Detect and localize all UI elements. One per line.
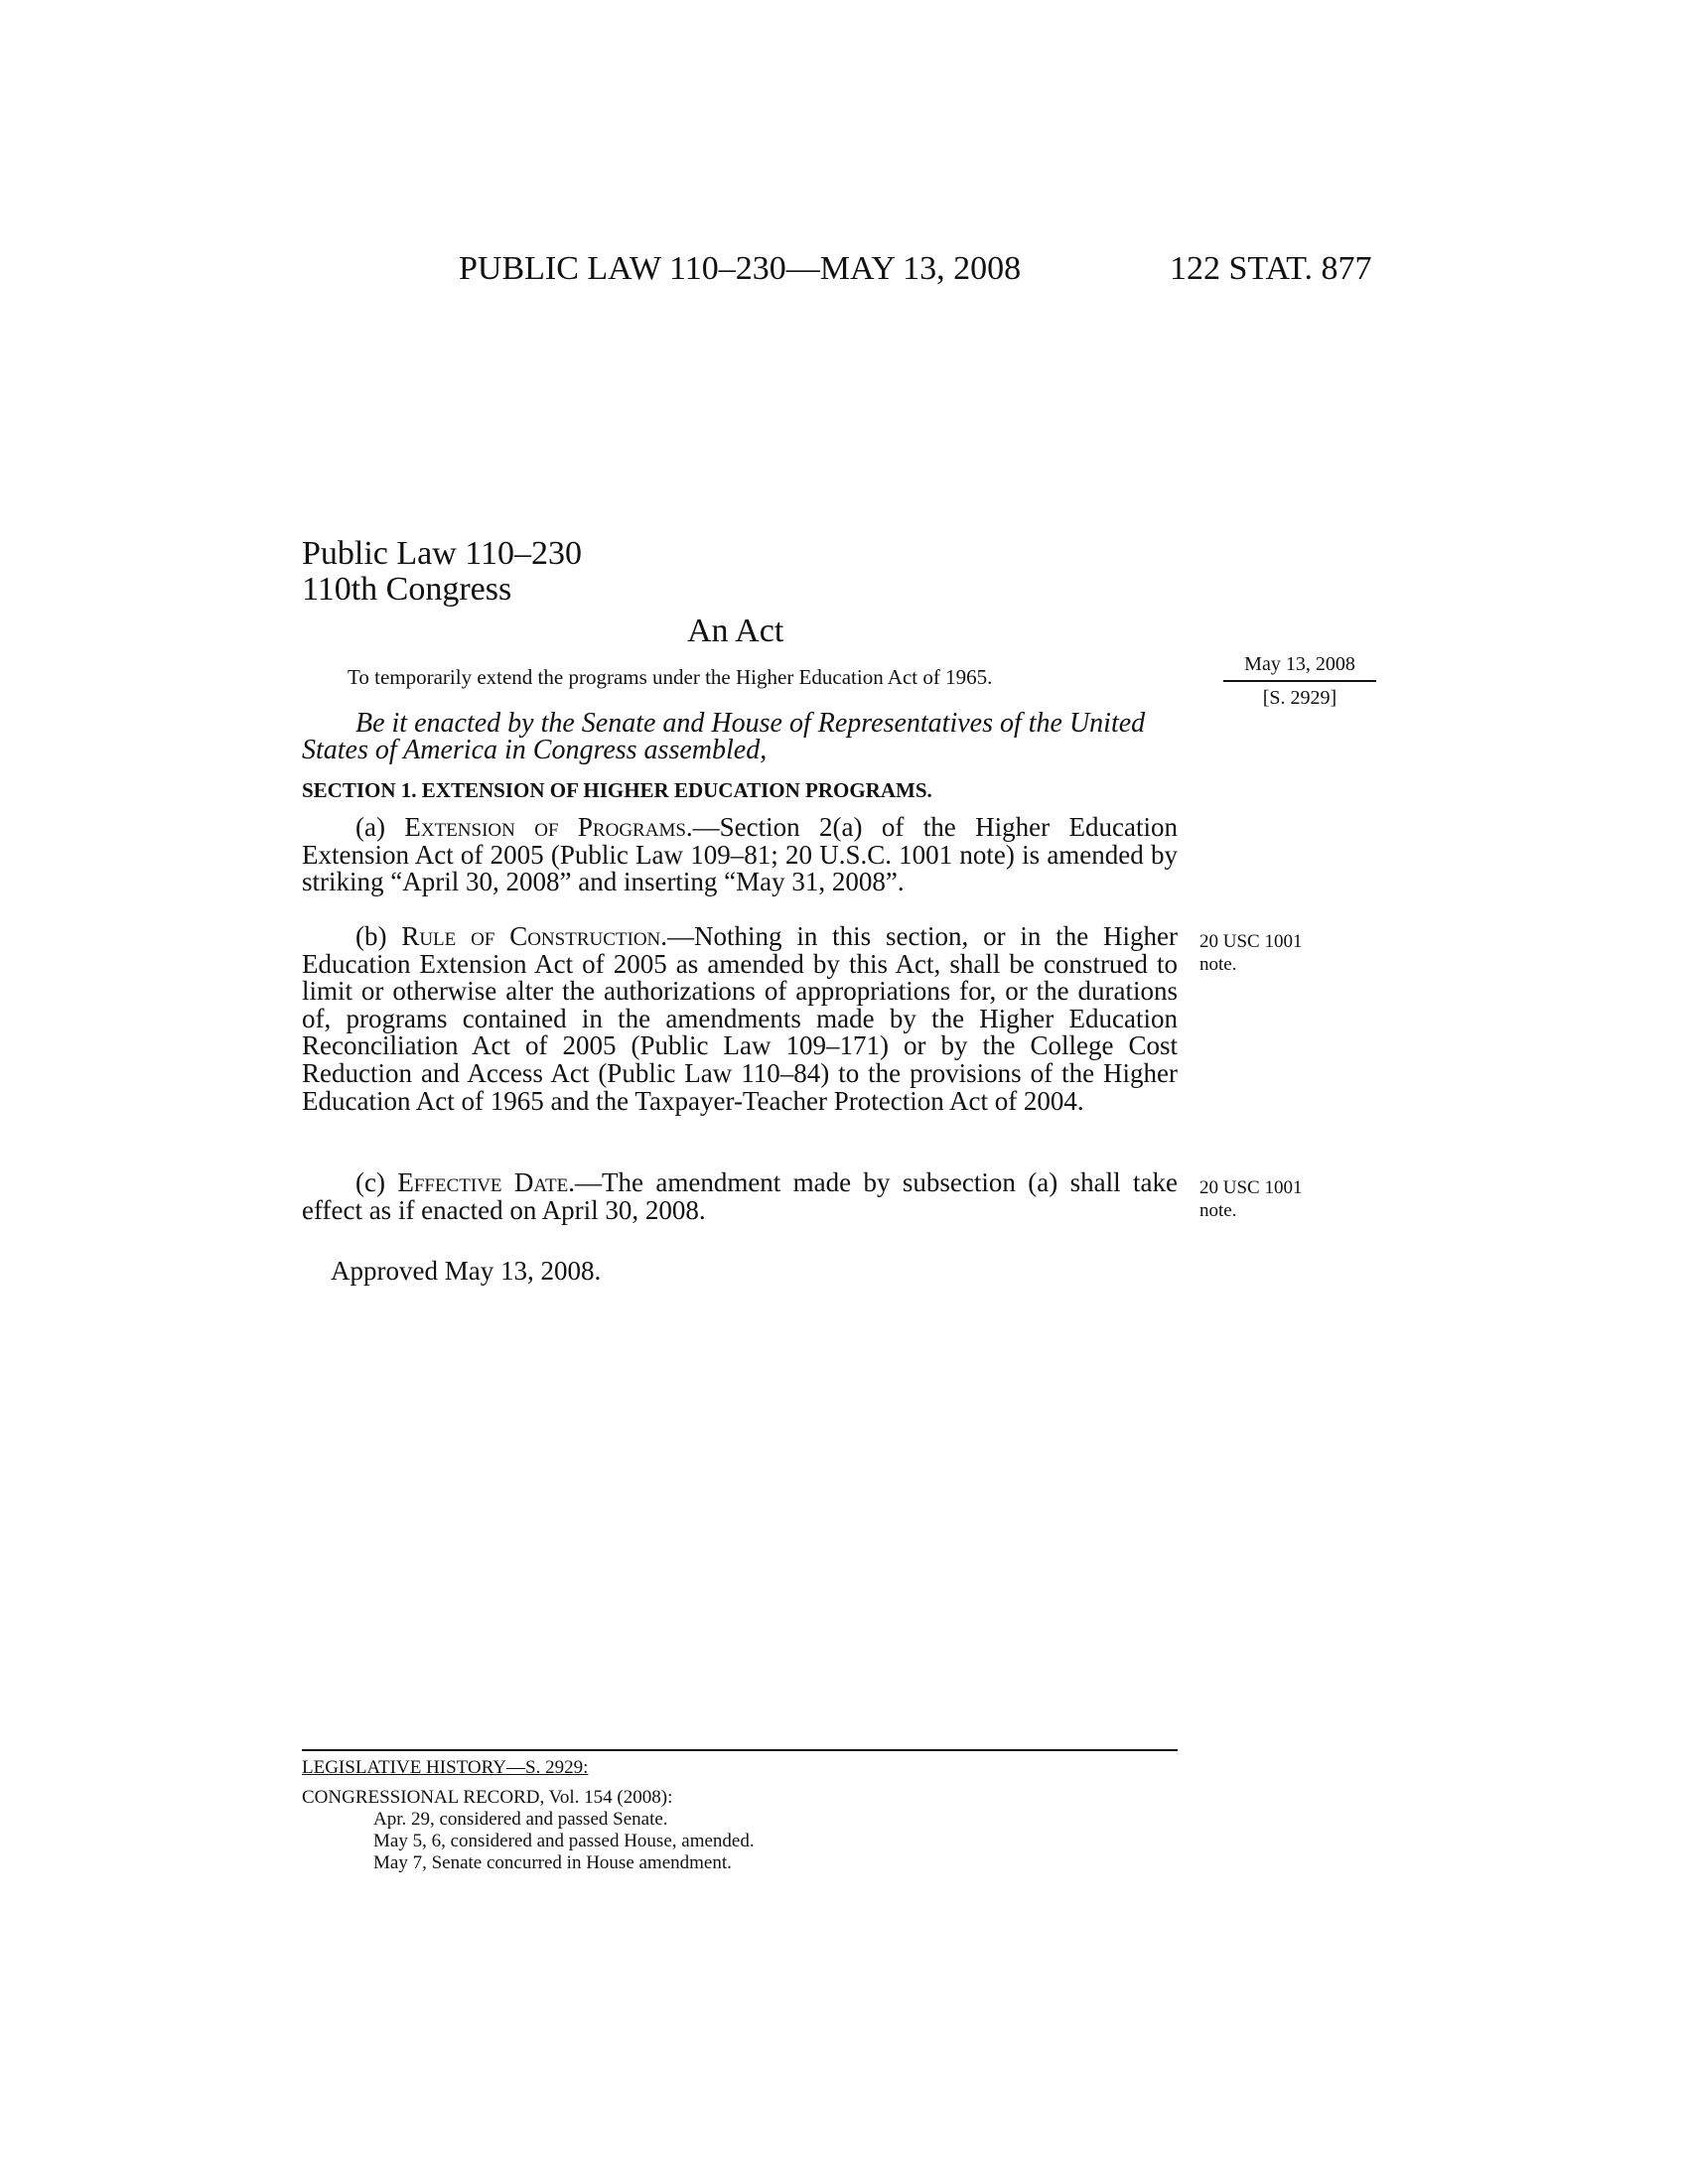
congressional-record-line: CONGRESSIONAL RECORD, Vol. 154 (2008): xyxy=(302,1787,673,1808)
enacting-clause: Be it enacted by the Senate and House of Representatives of the United States of America in Congress assembled, xyxy=(302,708,1146,765)
subsection-b xyxy=(302,923,1178,1115)
subsection-c-caption: Effective Date xyxy=(397,1167,569,1197)
margin-note-c-citation: 20 USC 1001 xyxy=(1199,1177,1303,1198)
subsection-a xyxy=(302,814,1178,896)
act-heading: An Act xyxy=(687,613,784,649)
subsection-c-text: .—The amendment made by subsection (a) shall take effect as if enacted on April 30, 2008. xyxy=(302,1167,1178,1225)
subsection-b-text: .—Nothing in this section, or in the Higher Education Extension Act of 2005 as amended by this Act, shall be construed to limit or otherwise alter the authorizations of appropriations for, or the durations of, programs contained in the amendments made by the Higher Education Reconciliation Act of 2005 (Public Law 109–171) or by the College Cost Reduction and Access Act (Public Law 110–84) to the provisions of the Higher Education Act of 1965 and the Taxpayer-Teacher Protection Act of 2004. xyxy=(302,921,1178,1116)
law-title-block xyxy=(302,536,582,608)
margin-note-c xyxy=(1199,1176,1302,1222)
subsection-a-text: .—Section 2(a) of the Higher Education Extension Act of 2005 (Public Law 109–81; 20 U.S.C. 1001 note) is amended by striking “April 30, 2008” and inserting “May 31, 2008”. xyxy=(302,812,1178,897)
act-purpose: To temporarily extend the programs under the Higher Education Act of 1965. xyxy=(348,665,993,689)
margin-date-block xyxy=(1223,652,1376,711)
subsection-a-caption: Extension of Programs xyxy=(404,812,686,842)
subsection-b-caption: Rule of Construction xyxy=(401,921,661,951)
bill-number: [S. 2929] xyxy=(1262,687,1337,709)
margin-note-b xyxy=(1199,930,1302,976)
subsection-a-prefix: (a) xyxy=(355,812,405,842)
footer-divider xyxy=(302,1749,1178,1751)
subsection-c-prefix: (c) xyxy=(355,1167,398,1197)
history-entry: Apr. 29, considered and passed Senate. xyxy=(373,1809,668,1830)
running-head: PUBLIC LAW 110–230—MAY 13, 2008 xyxy=(459,250,1022,287)
subsection-c xyxy=(302,1169,1178,1224)
legislative-history-heading: LEGISLATIVE HISTORY—S. 2929: xyxy=(302,1757,589,1778)
margin-note-b-label: note. xyxy=(1199,954,1237,975)
history-entry: May 7, Senate concurred in House amendment. xyxy=(373,1852,732,1873)
subsection-b-prefix: (b) xyxy=(355,921,402,951)
approval-date: Approved May 13, 2008. xyxy=(331,1256,602,1286)
congress-number: 110th Congress xyxy=(302,571,512,608)
margin-note-b-citation: 20 USC 1001 xyxy=(1199,931,1303,952)
public-law-number: Public Law 110–230 xyxy=(302,535,583,572)
enactment-date: May 13, 2008 xyxy=(1223,652,1376,682)
legislative-history xyxy=(302,1757,755,1874)
margin-note-c-label: note. xyxy=(1199,1200,1237,1221)
section-heading: SECTION 1. EXTENSION OF HIGHER EDUCATION PROGRAMS. xyxy=(302,778,932,802)
history-entry: May 5, 6, considered and passed House, amended. xyxy=(373,1831,755,1851)
stat-page-number: 122 STAT. 877 xyxy=(1170,250,1372,287)
